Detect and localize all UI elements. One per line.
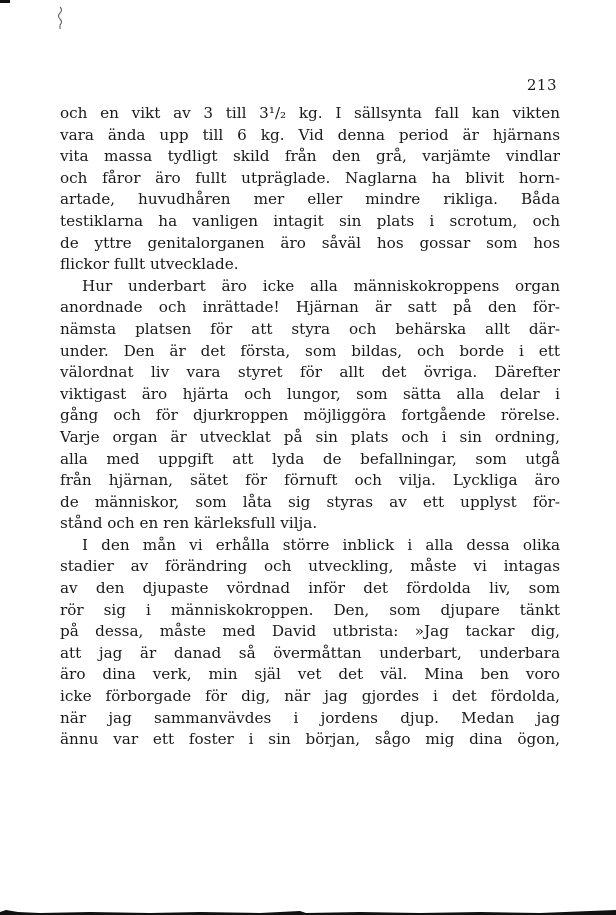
text-line: de yttre genitalorganen äro såväl hos gossar som hos (60, 233, 560, 252)
text-line: Hur underbart äro icke alla människokroppens organ (82, 276, 560, 295)
text-line: icke förborgade för dig, när jag gjordes i det fördolda, (60, 687, 560, 706)
text-line: och en vikt av 3 till 3¹/₂ kg. I sällsynta fall kan vikten (60, 104, 560, 122)
text-line: och fåror äro fullt utpräglade. Naglarna ha blivit horn- (60, 168, 560, 187)
text-line: testiklarna ha vanligen intagit sin plats i scrotum, och (60, 211, 560, 230)
text-line: stånd och en ren kärleksfull vilja. (60, 514, 318, 533)
text-line: vara ända upp till 6 kg. Vid denna period är hjärnans (60, 125, 560, 144)
text-line: gång och för djurkroppen möjliggöra fortgående rörelse. (60, 406, 560, 425)
text-line: vita massa tydligt skild från den grå, varjämte vindlar (60, 147, 560, 166)
text-line: alla med uppgift att lyda de befallningar, som utgå (60, 449, 560, 468)
body-text (60, 103, 560, 751)
text-line: från hjärnan, sätet för förnuft och vilja. Lyckliga äro (60, 471, 560, 490)
scan-corner-mark (0, 0, 10, 9)
text-line: anordnade och inrättade! Hjärnan är satt på den för- (60, 298, 560, 317)
text-line: på dessa, måste med David utbrista: »Jag tackar dig, (60, 622, 560, 641)
text-line: välordnat liv vara styret för allt det övriga. Därefter (60, 363, 560, 382)
text-line: flickor fullt utvecklade. (60, 255, 239, 274)
text-line: under. Den är det första, som bildas, och borde i ett (60, 341, 560, 360)
text-line: ännu var ett foster i sin början, sågo mig dina ögon, (60, 730, 560, 749)
page-number: 213 (526, 76, 557, 94)
text-line: att jag är danad så övermåttan underbart, underbara (60, 643, 560, 662)
scan-bottom-edge (0, 901, 616, 915)
text-line: viktigast äro hjärta och lungor, som sätta alla delar i (60, 384, 560, 403)
text-line: stadier av förändring och utveckling, måste vi intagas (60, 557, 560, 576)
text-line: när jag sammanvävdes i jordens djup. Medan jag (60, 708, 560, 727)
text-line: Varje organ är utvecklat på sin plats och i sin ordning, (60, 427, 560, 446)
text-line: av den djupaste vördnad inför det fördolda liv, som (60, 579, 560, 598)
text-line: äro dina verk, min själ vet det väl. Mina ben voro (60, 665, 560, 684)
text-line: de människor, som låta sig styras av ett upplyst för- (60, 492, 560, 511)
text-line: I den mån vi erhålla större inblick i alla dessa olika (82, 535, 560, 554)
text-line: nämsta platsen för att styra och behärska allt där- (60, 319, 560, 338)
text-line: rör sig i människokroppen. Den, som djupare tänkt (60, 600, 560, 619)
text-line: artade, huvudhåren mer eller mindre rikliga. Båda (60, 190, 560, 209)
scan-margin-mark (57, 6, 65, 30)
